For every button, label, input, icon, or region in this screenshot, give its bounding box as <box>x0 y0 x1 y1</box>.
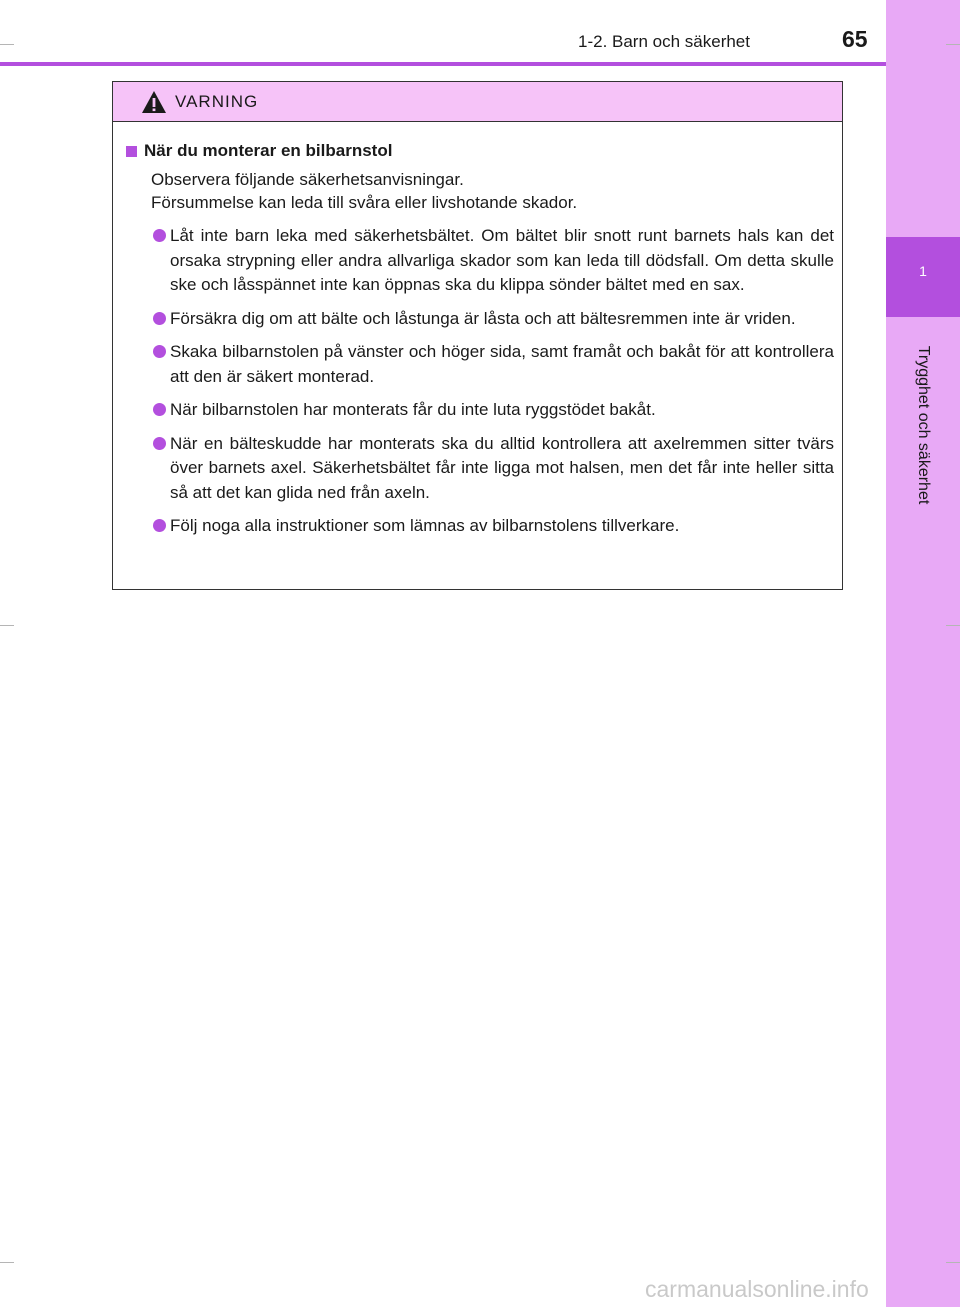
footer-watermark: carmanualsonline.info <box>645 1276 869 1302</box>
crop-mark <box>0 1262 14 1263</box>
intro-line: Försummelse kan leda till svåra eller livshotande skador. <box>151 193 578 212</box>
list-item <box>126 432 834 506</box>
square-bullet-icon <box>126 146 137 157</box>
chapter-tab-active <box>886 237 960 317</box>
list-item <box>126 224 834 298</box>
warning-bullet-list <box>126 224 834 539</box>
circle-bullet-icon <box>153 312 166 325</box>
circle-bullet-icon <box>153 229 166 242</box>
list-item <box>126 307 834 332</box>
warning-content <box>113 122 842 539</box>
crop-mark <box>946 625 960 626</box>
circle-bullet-icon <box>153 345 166 358</box>
list-item-text: Skaka bilbarnstolen på vänster och höger sida, samt framåt och bakåt för att kontrollera att den är säkert monterad. <box>170 342 834 386</box>
list-item <box>126 514 834 539</box>
list-item-text: Försäkra dig om att bälte och låstunga är låsta och att bältesremmen inte är vriden. <box>170 308 796 328</box>
section-title: 1-2. Barn och säkerhet <box>578 32 750 51</box>
page-number: 65 <box>842 26 868 52</box>
list-item <box>126 340 834 389</box>
warning-header <box>113 82 842 122</box>
warning-subheading <box>126 140 834 162</box>
list-item-text: När en bälteskudde har monterats ska du alltid kontrollera att axelremmen sitter tvärs över barnets axel. Säkerhetsbältet får inte ligga mot halsen, men det får inte heller sitta så att det kan glida ned från axeln. <box>170 433 834 502</box>
warning-triangle-icon <box>141 90 167 114</box>
warning-subheading-text: När du monterar en bilbarnstol <box>144 141 393 160</box>
circle-bullet-icon <box>153 403 166 416</box>
list-item-text: När bilbarnstolen har monterats får du inte luta ryggstödet bakåt. <box>170 400 656 419</box>
list-item-text: Följ noga alla instruktioner som lämnas av bilbarnstolens tillverkare. <box>170 516 680 535</box>
list-item <box>126 398 834 423</box>
warning-intro <box>151 168 834 214</box>
header-rule <box>0 62 886 66</box>
crop-mark <box>946 1262 960 1263</box>
chapter-number: 1 <box>919 263 927 279</box>
chapter-side-tab <box>886 0 960 1307</box>
list-item-text: Låt inte barn leka med säkerhetsbältet. Om bältet blir snott runt barnets hals kan det orsaka strypning eller andra allvarliga skador som kan leda till dödsfall. Om detta skulle ske och låsspännet inte kan öppnas ska du klippa sönder bältet med en sax. <box>170 226 834 294</box>
circle-bullet-icon <box>153 519 166 532</box>
crop-mark <box>0 44 14 45</box>
intro-line: Observera följande säkerhetsanvisningar. <box>151 170 464 189</box>
circle-bullet-icon <box>153 437 166 450</box>
crop-mark <box>0 625 14 626</box>
crop-mark <box>946 44 960 45</box>
chapter-title: Trygghet och säkerhet <box>915 345 932 505</box>
warning-title: VARNING <box>175 91 259 111</box>
warning-box <box>112 81 843 590</box>
